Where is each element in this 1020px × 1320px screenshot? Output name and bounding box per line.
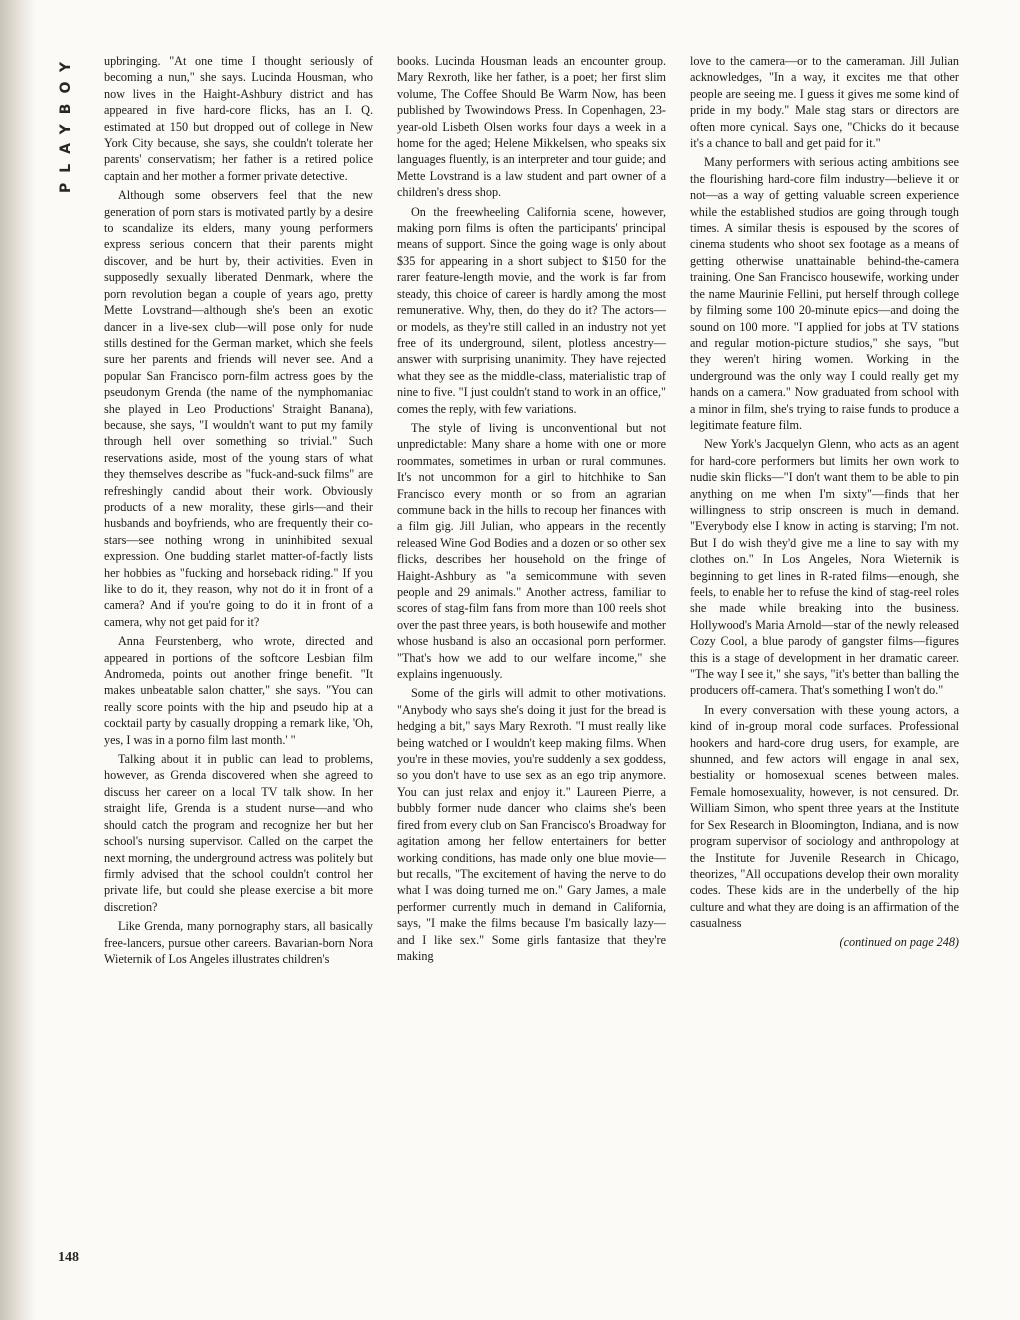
page-number: 148: [58, 1250, 79, 1265]
paragraph: Some of the girls will admit to other motivations. "Anybody who says she's doing it just for the bread is hedging a bit," says Mary Rexroth. "I must really like being watched or I wouldn't keep making films. When you're in these movies, you're suddenly a sex goddess, so you don't have to use sex as an ego trip anymore. You can just relax and enjoy it." Laureen Pierre, a bubbly former nude dancer who claims she's been fired from every club on San Francisco's Broadway for agitation among her fellow entertainers for better working conditions, has made only one blue movie—but recalls, "The excitement of having the nerve to do what I was doing turned me on." Gary James, a male performer currently much in demand in California, says, "I make the films because I'm basically lazy—and I like sex." Some girls fantasize that they're making: [397, 686, 666, 963]
paragraph: Many performers with serious acting ambitions see the flourishing hard-core film industry—believe it or not—as a way of getting valuable screen experience while the established studios are going through tough times. A similar thesis is espoused by the scores of cinema students who shoot sex footage as a means of getting otherwise unattainable behind-the-camera training. One San Francisco housewife, working under the name Maurinie Fellini, put herself through college by filming some 100 20-minute epics—and doing the sound on 100 more. "I applied for jobs at TV stations and regular motion-picture studios," she says, "but they weren't hiring women. Working in the underground was the only way I could really get my hands on a camera." Now graduated from school with a minor in film, she's trying to raise funds to produce a legitimate feature film.: [690, 155, 959, 432]
paragraph: upbringing. "At one time I thought seriously of becoming a nun," she says. Lucinda Housman, who now lives in the Haight-Ashbury district and has appeared in five hard-core flicks, has an I. Q. estimated at 150 but dropped out of college in New York City because, she says, she couldn't tolerate her parents' conservatism; her father is a retired police captain and her mother a former private detective.: [104, 54, 373, 183]
article-columns: [104, 53, 960, 1263]
paragraph: In every conversation with these young actors, a kind of in-group moral code surfaces. Professional hookers and hard-core drug users, for example, are shunned, and few actors will engage in anal sex, bestiality or homosexual scenes between males. Female homosexuality, however, is not censured. Dr. William Simon, who spent three years at the Institute for Sex Research in Bloomington, Indiana, and is now program supervisor of sociology and anthropology at the Institute for Juvenile Research in Chicago, theorizes, "All occupations develop their own morality codes. These kids are in the underbelly of the hip culture and what they are doing is an affirmation of the casualness: [690, 702, 959, 931]
paragraph: Although some observers feel that the new generation of porn stars is motivated partly by a desire to scandalize its elders, many young performers express serious concern that their parents might discover, and be hurt by, their activities. Even in supposedly sexually liberated Denmark, where the porn revolution began a couple of years ago, pretty Mette Lovstrand—although she's been an exotic dancer in a live-sex club—will pose only for nude stills destined for the German market, which she feels sure her parents and friends will never see. And a popular San Francisco porn-film actress goes by the pseudonym Grenda (the name of the nymphomaniac she played in Leo Productions' Straight Banana), because, she says, "I wouldn't want to put my family through hell over something so trivial." Such reservations aside, most of the young stars of what they themselves describe as "fuck-and-suck films" are refreshingly candid about their work. Obviously products of a new morality, these girls—and their husbands and boyfriends, who are frequently their co-stars—see nothing wrong in uninhibited sexual expression. One budding starlet matter-of-factly lists her hobbies as "fucking and horseback riding." If you like to do it, they reason, why not do it in front of a camera? And if you're going to do it in front of a camera, why not get paid for it?: [104, 188, 373, 629]
paragraph: On the freewheeling California scene, however, making porn films is often the participants' principal means of support. Since the going wage is only about $35 for appearing in a short subject to $150 for the rarer feature-length movie, and the work is far from steady, this choice of career is hardly among the most remunerative. Why, then, do they do it? The actors—or models, as they're still called in an industry not yet free of its underground, silent, plotless ancestry—answer with surprising unanimity. They have rejected what they see as the middle-class, materialistic trap of nine to five. "I just couldn't stand to work in an office," comes the reply, with few variations.: [397, 204, 666, 416]
article-column-1: [104, 53, 373, 1263]
paragraph: New York's Jacquelyn Glenn, who acts as an agent for hard-core performers but limits her own work to nudie skin flicks—"I don't want them to be able to pin anything on me when I'm sixty"—finds that her willingness to strip onscreen is much in demand. "Everybody else I know in acting is starving; I'm not. But I do wish they'd give me a line to say with my clothes on." In Los Angeles, Nora Wieternik is beginning to get lines in R-rated films—enough, she feels, to enable her to refuse the kind of stag-reel roles she made while breaking into the business. Hollywood's Maria Arnold—star of the newly released Cozy Cool, a blue parody of gangster films—figures this is a stage of development in her dramatic career. "The way I see it," she says, "it's better than balling the producers off-camera. That's something I won't do.": [690, 437, 959, 698]
paragraph: Like Grenda, many pornography stars, all basically free-lancers, pursue other careers. Bavarian-born Nora Wieternik of Los Angeles illustrates children's: [104, 919, 373, 966]
paragraph: Talking about it in public can lead to problems, however, as Grenda discovered when she agreed to discuss her career on a local TV talk show. In her straight life, Grenda is a student nurse—and who should catch the program and recognize her but her school's nursing supervisor. Called on the carpet the next morning, the underground actress was politely but firmly advised that the school couldn't control her private life, but could she please exercise a bit more discretion?: [104, 752, 373, 914]
paragraph: Anna Feurstenberg, who wrote, directed and appeared in portions of the softcore Lesbian film Andromeda, points out another fringe benefit. "It makes unbeatable salon chatter," she says. "You can really score points with the hip and pseudo hip at a cocktail party by casually dropping a remark like, 'Oh, yes, I was in a porno film last month.' ": [104, 634, 373, 747]
article-column-2: [397, 53, 666, 1263]
paragraph: The style of living is unconventional but not unpredictable: Many share a home with one or more roommates, sometimes in urban or rural communes. It's not uncommon for a girl to hitchhike to San Francisco every month or so from an agrarian commune back in the hills to recoup her finances with a film gig. Jill Julian, who appears in the recently released Wine God Bodies and a dozen or so other sex flicks, describes her household on the fringe of Haight-Ashbury as "a semicommune with seven people and 29 animals." Another actress, familiar to scores of stag-film fans from more than 100 reels shot over the past three years, is both housewife and mother whose husband is also an occasional porn performer. "That's how we add to our welfare income," she explains ingenuously.: [397, 420, 666, 682]
magazine-masthead: PLAYBOY: [58, 52, 74, 194]
page-gutter-shadow: [0, 0, 36, 1320]
paragraph: love to the camera—or to the cameraman. Jill Julian acknowledges, "In a way, it excites me that other people are seeing me. I guess it gives me some kind of pride in my body." Male stag stars or directors are often more cynical. Says one, "Chicks do it because it's a chance to ball and get paid for it.": [690, 54, 959, 151]
article-column-3: [690, 53, 959, 1263]
paragraph: books. Lucinda Housman leads an encounter group. Mary Rexroth, like her father, is a poet; her first slim volume, The Coffee Should Be Warm Now, has been published by Twowindows Press. In Copenhagen, 23-year-old Lisbeth Olsen works four days a week in a home for the aged; Helene Mikkelsen, who speaks six languages fluently, is an interpreter and tour guide; and Mette Lovstrand is a law student and part owner of a children's dress shop.: [397, 54, 666, 200]
continued-on-link: (continued on page 248): [839, 934, 959, 949]
